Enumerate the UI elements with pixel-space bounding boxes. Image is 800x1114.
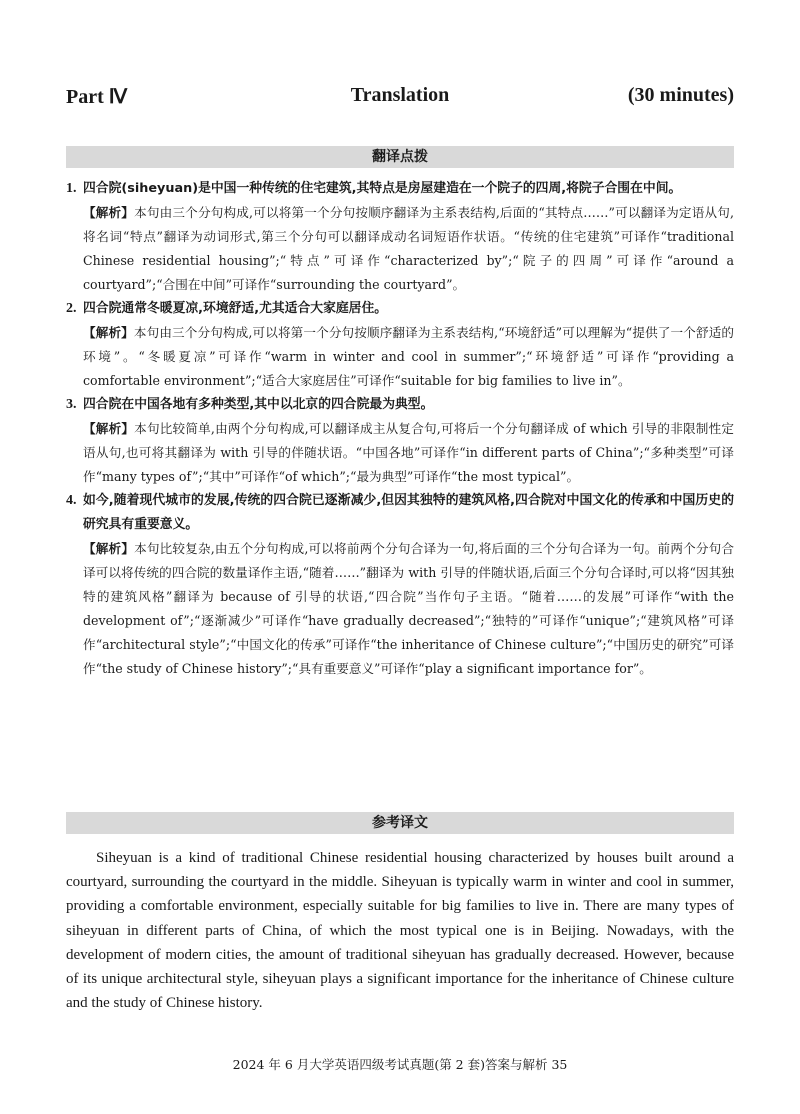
analysis-text: 本句比较复杂,由五个分句构成,可以将前两个分句合译为一句,将后面的三个分句合译为一句。前两个分句合译可以将传统的四合院的数量译作主语,“随着……”翻译为 with 引导的伴随状语,后面三个分句合译时,可以将“因其独特的建筑风格”翻译为 because of 引导的状语,“四合院”当作句子主语。“随着……的发展”可译作“with the development of”;“逐渐减少”可译作“have gradually decreased”;“独特的”可译作“unique”;“建筑风格”可译作“architectural style”;“中国文化的传承”可译作“the inheritance of Chinese culture”;“中国历史的研究”可译作“the study of Chinese history”;“具有重要意义”可译作“play a significant importance for”。 <box>83 541 734 676</box>
item-number: 1. <box>66 181 77 196</box>
part-header <box>66 84 734 114</box>
time-limit: (30 minutes) <box>627 84 734 106</box>
item-question: 四合院在中国各地有多种类型,其中以北京的四合院最为典型。 <box>83 397 434 412</box>
item-analysis <box>83 321 734 393</box>
analysis-text: 本句由三个分句构成,可以将第一个分句按顺序翻译为主系表结构,“环境舒适”可以理解为“提供了一个舒适的环境”。“冬暖夏凉”可译作“warm in winter and cool in summer”;“环境舒适”可译作“providing a comfortable environment”;“适合大家庭居住”可译作“suitable for big families to live in”。 <box>83 325 735 388</box>
analysis-tag: 【解析】 <box>83 205 135 220</box>
item-analysis <box>83 201 734 297</box>
item-number: 2. <box>66 301 77 316</box>
analysis-text: 本句由三个分句构成,可以将第一个分句按顺序翻译为主系表结构,后面的“其特点……”可以翻译为定语从句,将名词“特点”翻译为动词形式,第三个分句可以翻译成动名词短语作状语。“传统的住宅建筑”可译作“traditional Chinese residential housing”;“特点”可译作“characterized by”;“院子的四周”可译作“around a courtyard”;“合围在中间”可译作“surrounding the courtyard”。 <box>83 205 735 292</box>
item-number: 3. <box>66 397 77 412</box>
tips-list <box>66 177 734 681</box>
section-title-tips: 翻译点拨 <box>66 146 734 168</box>
list-item <box>66 177 734 297</box>
analysis-tag: 【解析】 <box>83 421 135 436</box>
analysis-text: 本句比较简单,由两个分句构成,可以翻译成主从复合句,可将后一个分句翻译成 of which 引导的非限制性定语从句,也可将其翻译为 with 引导的伴随状语。“中国各地”可译作“in different parts of China”;“多种类型”可译作“many types of”;“其中”可译作“of which”;“最为典型”可译作“the most typical”。 <box>83 421 734 484</box>
list-item <box>66 297 734 393</box>
page-footer: 2024 年 6 月大学英语四级考试真题(第 2 套)答案与解析 35 <box>232 1057 568 1072</box>
analysis-tag: 【解析】 <box>83 325 134 340</box>
reference-translation: Siheyuan is a kind of traditional Chinese residential housing characterized by houses built around a courtyard, surrounding the courtyard in the middle. Siheyuan is typically warm in winter and cool in summer, providing a comfortable environment, especially suitable for big families to live in. There are many types of siheyuan in different parts of China, of which the most typical one is in Beijing. Nowadays, with the development of modern cities, the amount of traditional siheyuan has gradually decreased. However, because of its unique architectural style, siheyuan plays a significant importance for the inheritance of Chinese culture and the study of Chinese history. <box>66 850 734 1012</box>
section-title-reference: 参考译文 <box>66 812 734 834</box>
item-analysis <box>83 417 734 489</box>
analysis-tag: 【解析】 <box>83 541 135 556</box>
part-title: Translation <box>350 84 450 106</box>
list-item <box>66 393 734 489</box>
list-item <box>66 489 734 681</box>
item-analysis <box>83 537 734 681</box>
part-label: Part Ⅳ <box>66 86 128 108</box>
item-question: 如今,随着现代城市的发展,传统的四合院已逐渐减少,但因其独特的建筑风格,四合院对中国文化的传承和中国历史的研究具有重要意义。 <box>83 493 734 532</box>
item-question: 四合院(siheyuan)是中国一种传统的住宅建筑,其特点是房屋建造在一个院子的四周,将院子合围在中间。 <box>83 181 682 196</box>
item-number: 4. <box>66 493 77 508</box>
item-question: 四合院通常冬暖夏凉,环境舒适,尤其适合大家庭居住。 <box>83 301 388 316</box>
